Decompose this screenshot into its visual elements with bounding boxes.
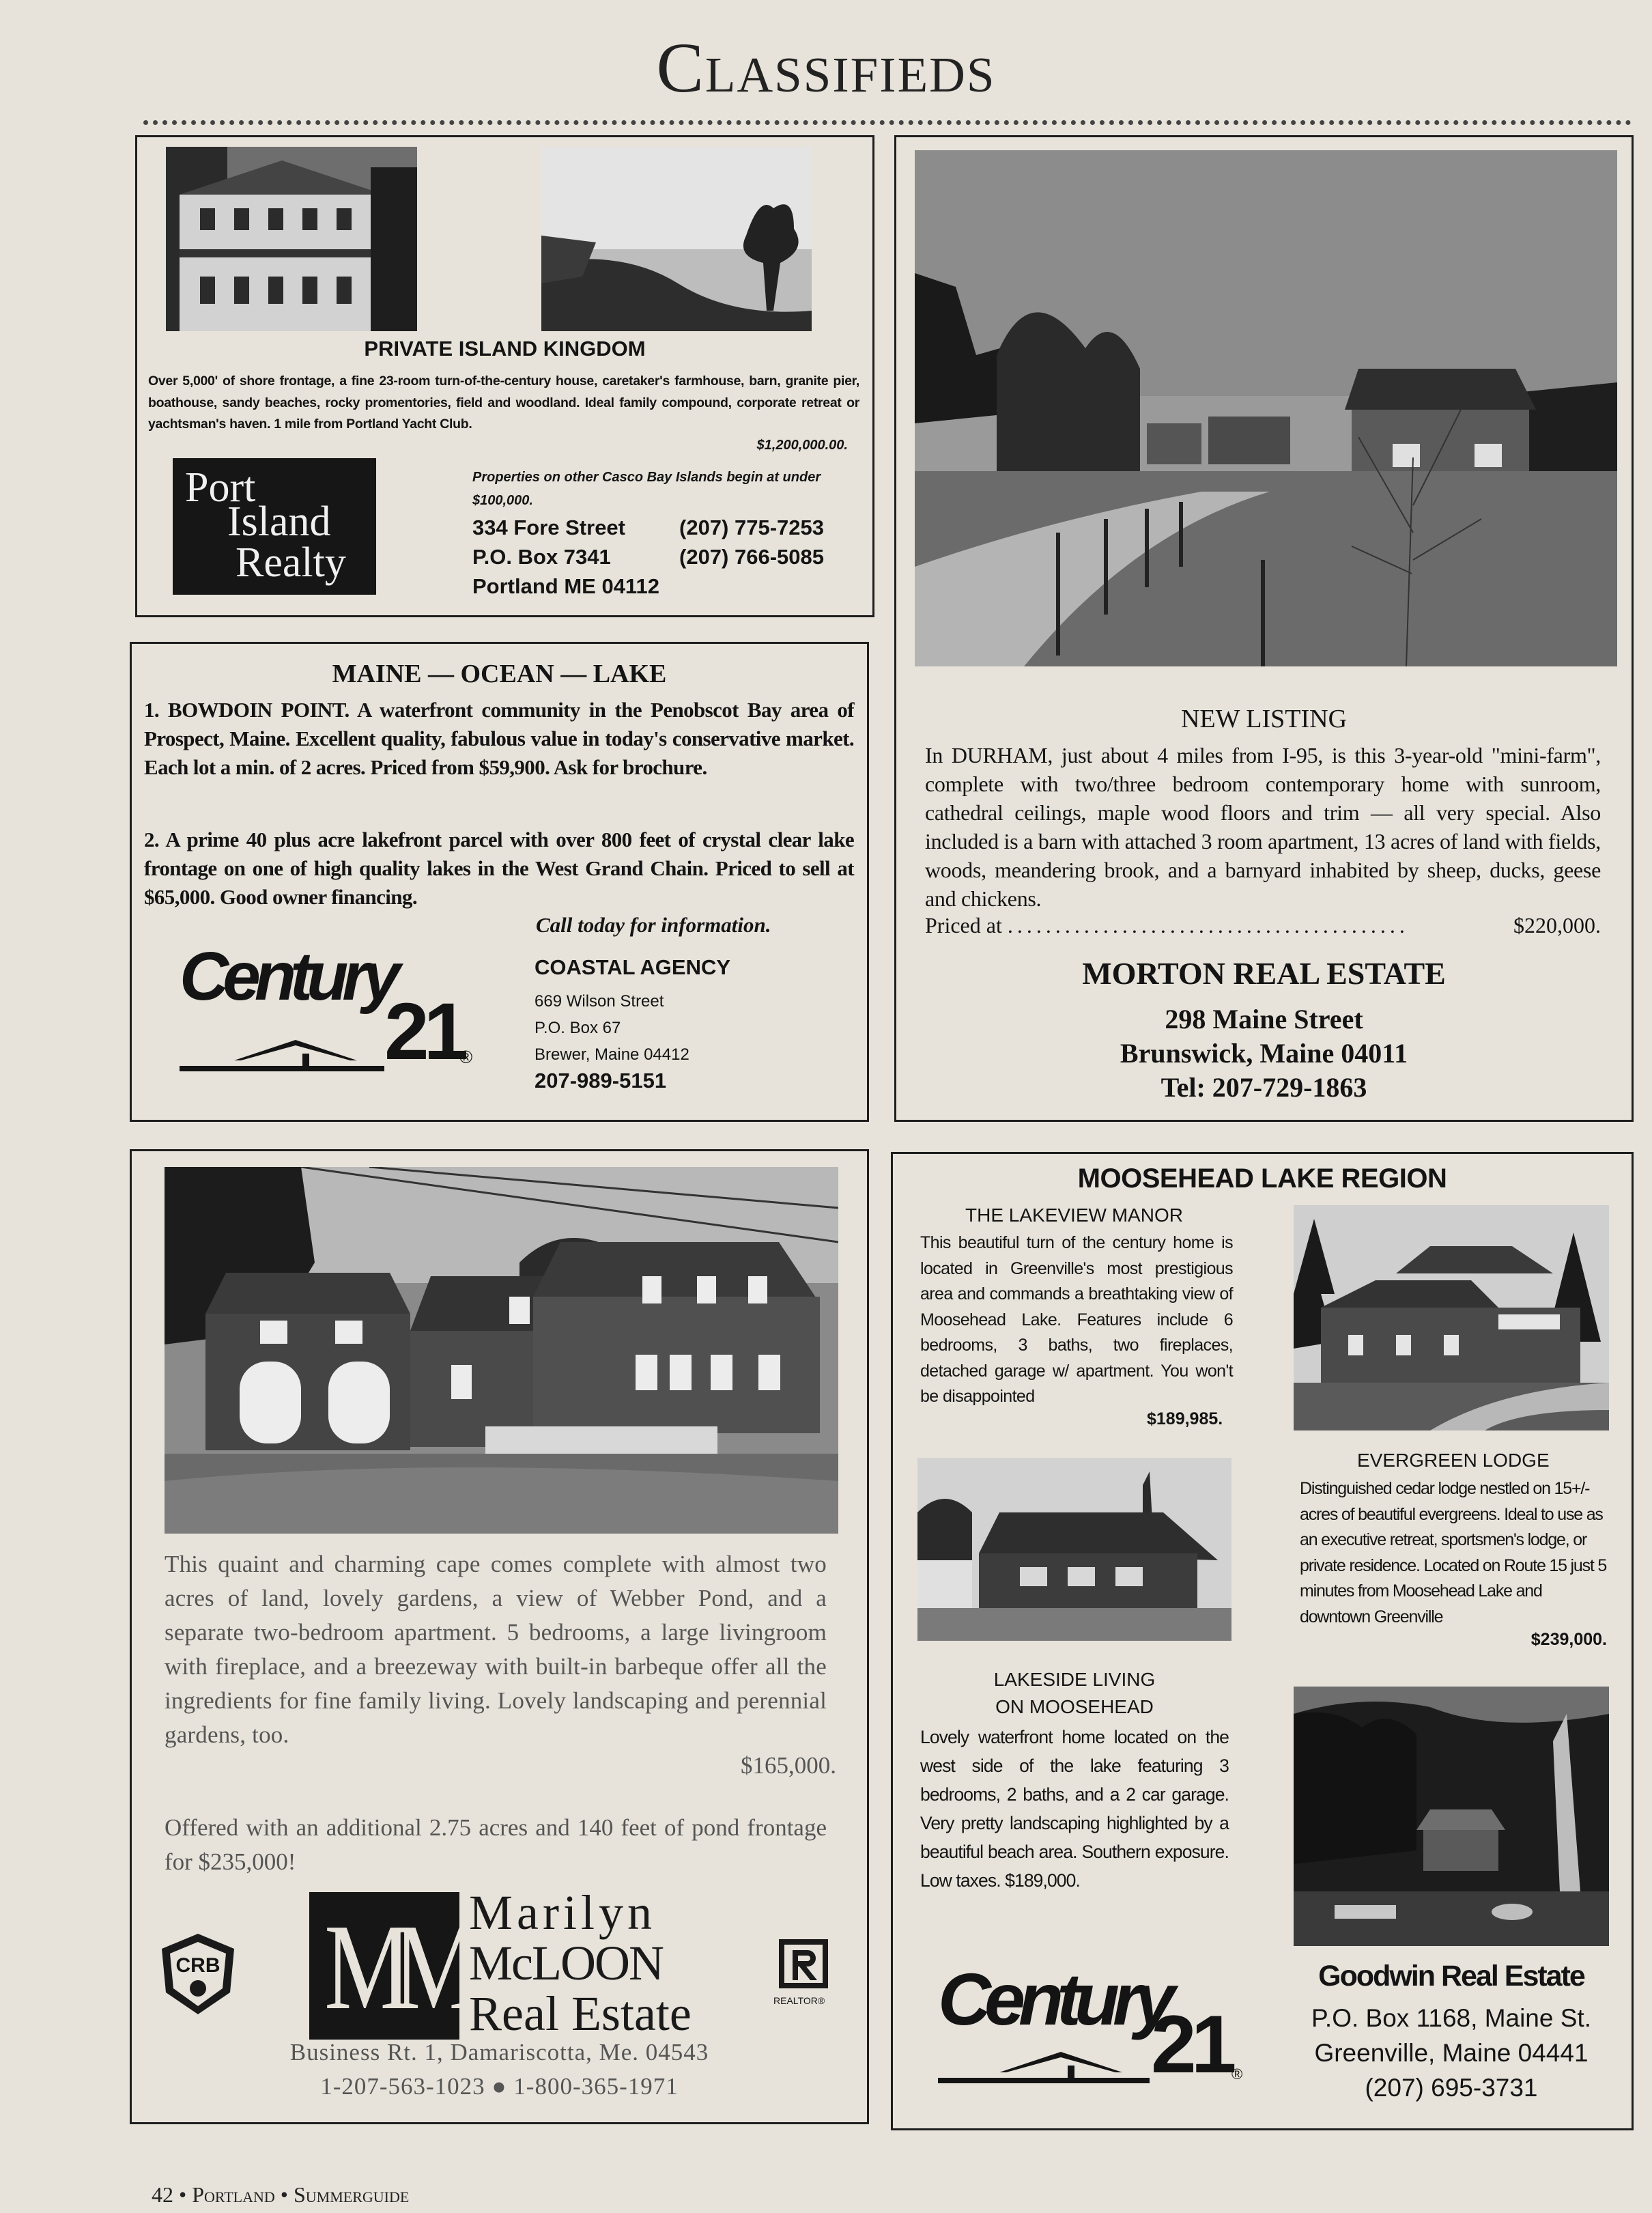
island-shore-photo [541, 147, 812, 331]
ad-private-island [135, 135, 874, 617]
mcloon-price: $165,000. [737, 1752, 836, 1779]
moosehead-century21-wordmark: Century [938, 1958, 1169, 2040]
morton-body: In DURHAM, just about 4 miles from I-95, is this 3-year-old "mini-farm", complete with two/three bedroom contemporary home with sunroom, cathedral ceilings, maple wood floors and trim — all very special. Also included is a barn with attached 3 room apartment, 13 acres of land with fields, woods, meandering brook, and a barnyard inhabited by sheep, ducks, geese and chickens. [925, 743, 1601, 911]
goodwin-phone: (207) 695-3731 [1365, 2074, 1538, 2102]
evergreen-body: Distinguished cedar lodge nestled on 15+/- acres of beautiful evergreens. Ideal to use as an executive retreat, sportsmen's lodge, or private residence. Located on Route 15 just 5 minutes from Moosehead Lake and downtown Greenville [1300, 1479, 1607, 1626]
maine-phone: 207-989-5151 [535, 1069, 667, 1093]
goodwin-agency: Goodwin Real Estate [1318, 1960, 1584, 1992]
morton-price-label: Priced at [925, 913, 1002, 938]
morton-city: Brunswick, Maine 04011 [1120, 1038, 1408, 1069]
port-island-realty-logo [173, 458, 376, 595]
lakeview-manor-photo [1294, 1205, 1609, 1430]
morton-headline: NEW LISTING [1180, 705, 1348, 733]
island-house-photo [166, 147, 417, 331]
morton-phone: Tel: 207-729-1863 [1160, 1072, 1367, 1103]
logo-line-port: Port [185, 464, 256, 511]
mcloon-offer: Offered with an additional 2.75 acres and 140 feet of pond frontage for $235,000! [165, 1814, 827, 1875]
maine-headline: MAINE — OCEAN — LAKE [332, 660, 667, 688]
moosehead-century21-number: 21 [1151, 1999, 1231, 2090]
realtor-label: REALTOR® [773, 1995, 825, 2006]
island-body: Over 5,000' of shore frontage, a fine 23-room turn-of-the-century house, caretaker's farmhouse, barn, granite pier, boathouse, sandy beaches, rocky promentories, field and woodland. Ideal family compound, corporate retreat or yachtsman's haven. 1 mile from Portland Yacht Club. [148, 373, 859, 432]
header-dotted-rule [143, 120, 1632, 125]
realtor-r-icon [776, 1936, 831, 1991]
island-headline: PRIVATE ISLAND KINGDOM [364, 337, 646, 361]
maine-address-street: 669 Wilson Street [535, 992, 664, 1011]
island-note: Properties on other Casco Bay Islands begin at under $100,000. [472, 470, 821, 508]
mcloon-phones: 1-207-563-1023 ● 1-800-365-1971 [320, 2073, 679, 2100]
mm-logo-letters: MM [324, 1899, 462, 2035]
evergreen-price: $239,000. [1527, 1630, 1607, 1650]
lakeside-title-1: LAKESIDE LIVING [993, 1669, 1156, 1690]
island-phone-1: (207) 775-7253 [679, 516, 824, 539]
crb-badge-text: CRB [175, 1954, 220, 1977]
island-address-street: 334 Fore Street [472, 516, 625, 539]
maine-address-box: P.O. Box 67 [535, 1019, 621, 1037]
maine-item-1: 1. BOWDOIN POINT. A waterfront community in the Penobscot Bay area of Prospect, Maine. Excellent quality, fabulous value in today's conservative market. Each lot a min. of 2 acres. Priced from $59,900. Ask for brochure. [144, 698, 854, 779]
lakeside-title [917, 1666, 1231, 1721]
mm-logo-mark [309, 1892, 462, 2040]
maine-address [535, 988, 689, 1068]
moosehead-headline: MOOSEHEAD LAKE REGION [1077, 1164, 1447, 1194]
page-title: Classifieds [656, 29, 996, 107]
island-price: $1,200,000.00. [756, 438, 848, 453]
century21-number: 21 [384, 987, 464, 1077]
lakeside-title-2: ON MOOSEHEAD [995, 1696, 1154, 1717]
evergreen-title: EVERGREEN LODGE [1357, 1450, 1550, 1471]
morton-price: $220,000. [1513, 913, 1601, 938]
moosehead-century21-logo [938, 1956, 1243, 2093]
island-address-city: Portland ME 04112 [472, 574, 659, 598]
ad-morton [894, 135, 1634, 1122]
morton-agency: MORTON REAL ESTATE [1082, 956, 1446, 991]
evergreen-lodge-photo [917, 1458, 1231, 1641]
century21-registered-mark: ® [459, 1047, 473, 1067]
mcloon-logo-last: McLOON [469, 1936, 663, 1990]
moosehead-century21-registered-mark: ® [1231, 2066, 1243, 2083]
island-phones [679, 513, 824, 572]
goodwin-address-city: Greenville, Maine 04441 [1314, 2039, 1589, 2067]
mcloon-address: Business Rt. 1, Damariscotta, Me. 04543 [289, 2039, 709, 2066]
logo-line-realty: Realty [236, 539, 346, 586]
century21-house-roof-icon [180, 1033, 384, 1074]
moosehead-century21-house-roof-icon [938, 2045, 1150, 2086]
goodwin-address [1294, 2001, 1609, 2105]
lakeview-title: THE LAKEVIEW MANOR [965, 1204, 1183, 1226]
maine-agency: COASTAL AGENCY [535, 955, 731, 979]
maine-address-city: Brewer, Maine 04412 [535, 1045, 689, 1064]
page-folio: 42 • Portland • Summerguide [152, 2182, 410, 2207]
farm-photo [915, 150, 1617, 666]
island-address [472, 513, 659, 601]
lakeside-body: Lovely waterfront home located on the west side of the lake featuring 3 bedrooms, 2 baths, and a 2 car garage. Very pretty landscaping highlighted by a beautiful beach area. Southern exposure. Low taxes. $189,000. [920, 1727, 1229, 1891]
ad-mcloon [130, 1149, 869, 2124]
mcloon-logo-first: Marilyn [469, 1885, 656, 1940]
lakeview-body: This beautiful turn of the century home is located in Greenville's most prestigious area and commands a breathtaking view of Moosehead Lake. Features include 6 bedrooms, 3 baths, two fireplaces, detached garage w/ apartment. You won't be disappointed [920, 1233, 1233, 1406]
lakeview-price: $189,985. [1143, 1409, 1223, 1429]
mcloon-logo-text [469, 1887, 692, 2039]
morton-price-line [925, 913, 1601, 938]
morton-price-leader: .......................................... [1007, 913, 1409, 938]
ad-maine-ocean-lake [130, 642, 869, 1122]
cape-house-photo [165, 1167, 838, 1534]
goodwin-address-box: P.O. Box 1168, Maine St. [1311, 2004, 1591, 2032]
island-address-box: P.O. Box 7341 [472, 545, 611, 569]
maine-cta: Call today for information. [536, 913, 771, 937]
century21-wordmark: Century [180, 938, 395, 1015]
morton-street: 298 Maine Street [1165, 1004, 1363, 1034]
ad-moosehead [891, 1152, 1634, 2130]
logo-line-island: Island [227, 498, 331, 545]
island-phone-2: (207) 766-5085 [679, 545, 824, 569]
mcloon-logo-realestate: Real Estate [469, 1986, 692, 2041]
crb-badge-icon [154, 1930, 242, 2018]
century21-logo [180, 938, 473, 1088]
lakeside-photo [1294, 1687, 1609, 1946]
mcloon-body: This quaint and charming cape comes complete with almost two acres of land, lovely gardens, a view of Webber Pond, and a separate two-bedroom apartment. 5 bedrooms, a large livingroom with fireplace, and a breezeway with built-in barbeque offer all the ingredients for fine family living. Lovely landscaping and perennial gardens, too. [165, 1551, 827, 1748]
maine-item-2: 2. A prime 40 plus acre lakefront parcel with over 800 feet of crystal clear lake frontage on one of high quality lakes in the West Grand Chain. Priced to sell at $65,000. Good owner financing. [144, 828, 854, 909]
